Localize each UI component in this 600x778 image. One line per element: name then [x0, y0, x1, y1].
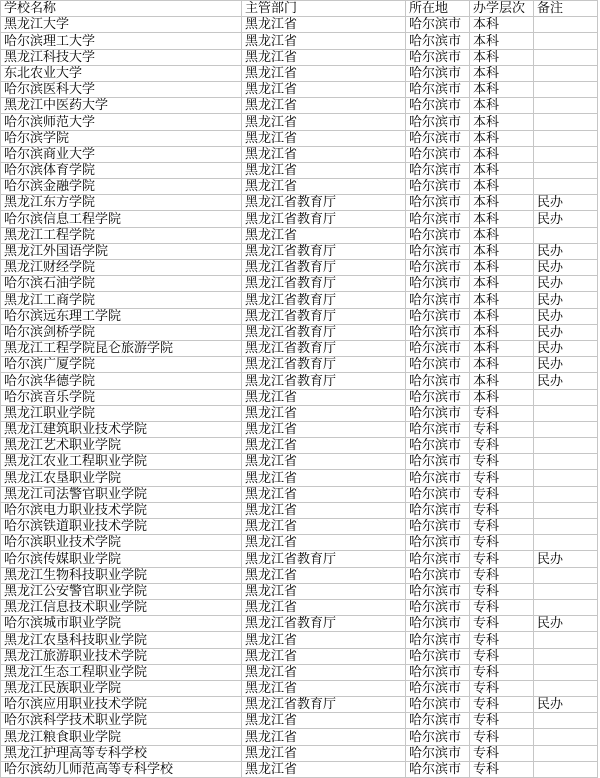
- authority-cell[interactable]: 黑龙江省教育厅: [242, 260, 406, 276]
- school-name-cell[interactable]: 哈尔滨信息工程学院: [1, 211, 242, 227]
- table-row: [1, 567, 598, 583]
- location-cell[interactable]: 哈尔滨市: [406, 49, 470, 65]
- level-cell[interactable]: 专科: [470, 438, 534, 454]
- location-cell[interactable]: 哈尔滨市: [406, 114, 470, 130]
- location-cell[interactable]: 哈尔滨市: [406, 648, 470, 664]
- school-name-cell[interactable]: 黑龙江财经学院: [1, 260, 242, 276]
- header-row: [1, 1, 598, 17]
- school-name-cell[interactable]: 黑龙江民族职业学院: [1, 680, 242, 696]
- remark-cell[interactable]: [534, 454, 598, 470]
- level-cell[interactable]: 专科: [470, 697, 534, 713]
- remark-cell[interactable]: 民办: [534, 357, 598, 373]
- school-name-cell[interactable]: 哈尔滨科学技术职业学院: [1, 713, 242, 729]
- table-row: [1, 438, 598, 454]
- table-row: [1, 179, 598, 195]
- level-cell[interactable]: 本科: [470, 65, 534, 81]
- authority-cell[interactable]: 黑龙江省: [242, 502, 406, 518]
- authority-cell[interactable]: 黑龙江省: [242, 745, 406, 761]
- authority-cell[interactable]: 黑龙江省: [242, 664, 406, 680]
- location-cell[interactable]: 哈尔滨市: [406, 65, 470, 81]
- remark-cell[interactable]: 民办: [534, 373, 598, 389]
- level-cell[interactable]: 专科: [470, 761, 534, 777]
- table-row: [1, 357, 598, 373]
- authority-cell[interactable]: 黑龙江省: [242, 98, 406, 114]
- location-cell[interactable]: 哈尔滨市: [406, 130, 470, 146]
- table-row: [1, 211, 598, 227]
- table-row: [1, 519, 598, 535]
- location-cell[interactable]: 哈尔滨市: [406, 260, 470, 276]
- level-cell[interactable]: 本科: [470, 146, 534, 162]
- level-cell[interactable]: 专科: [470, 664, 534, 680]
- remark-cell[interactable]: 民办: [534, 308, 598, 324]
- location-cell[interactable]: 哈尔滨市: [406, 324, 470, 340]
- school-name-cell[interactable]: 黑龙江司法警官职业学院: [1, 486, 242, 502]
- remark-cell[interactable]: [534, 648, 598, 664]
- location-cell[interactable]: 哈尔滨市: [406, 616, 470, 632]
- level-cell[interactable]: 专科: [470, 648, 534, 664]
- remark-cell[interactable]: [534, 745, 598, 761]
- table-row: [1, 405, 598, 421]
- level-cell[interactable]: 专科: [470, 470, 534, 486]
- school-name-cell[interactable]: 黑龙江旅游职业技术学院: [1, 648, 242, 664]
- location-cell[interactable]: 哈尔滨市: [406, 421, 470, 437]
- table-row: [1, 470, 598, 486]
- authority-cell[interactable]: 黑龙江省教育厅: [242, 243, 406, 259]
- authority-cell[interactable]: 黑龙江省: [242, 454, 406, 470]
- level-cell[interactable]: 本科: [470, 340, 534, 356]
- level-cell[interactable]: 专科: [470, 421, 534, 437]
- table-row: [1, 49, 598, 65]
- authority-cell[interactable]: 黑龙江省教育厅: [242, 211, 406, 227]
- school-name-cell[interactable]: 哈尔滨城市职业学院: [1, 616, 242, 632]
- authority-cell[interactable]: 黑龙江省: [242, 470, 406, 486]
- authority-cell[interactable]: 黑龙江省教育厅: [242, 308, 406, 324]
- location-cell[interactable]: 哈尔滨市: [406, 146, 470, 162]
- school-name-cell[interactable]: 哈尔滨商业大学: [1, 146, 242, 162]
- table-row: [1, 324, 598, 340]
- school-name-cell[interactable]: 哈尔滨医科大学: [1, 81, 242, 97]
- level-cell[interactable]: 本科: [470, 373, 534, 389]
- table-row: [1, 616, 598, 632]
- location-cell[interactable]: 哈尔滨市: [406, 179, 470, 195]
- table-row: [1, 146, 598, 162]
- school-name-cell[interactable]: 哈尔滨职业技术学院: [1, 535, 242, 551]
- remark-cell[interactable]: [534, 146, 598, 162]
- remark-cell[interactable]: [534, 162, 598, 178]
- remark-cell[interactable]: 民办: [534, 276, 598, 292]
- authority-cell[interactable]: 黑龙江省: [242, 535, 406, 551]
- level-cell[interactable]: 本科: [470, 33, 534, 49]
- remark-cell[interactable]: [534, 470, 598, 486]
- location-cell[interactable]: 哈尔滨市: [406, 470, 470, 486]
- table-row: [1, 33, 598, 49]
- table-row: [1, 389, 598, 405]
- authority-cell[interactable]: 黑龙江省教育厅: [242, 292, 406, 308]
- authority-cell[interactable]: 黑龙江省: [242, 81, 406, 97]
- table-row: [1, 292, 598, 308]
- table-row: [1, 98, 598, 114]
- authority-cell[interactable]: 黑龙江省: [242, 49, 406, 65]
- location-cell[interactable]: 哈尔滨市: [406, 276, 470, 292]
- remark-cell[interactable]: [534, 599, 598, 615]
- level-cell[interactable]: 专科: [470, 583, 534, 599]
- table-row: [1, 761, 598, 777]
- level-cell[interactable]: 本科: [470, 195, 534, 211]
- school-name-cell[interactable]: 黑龙江公安警官职业学院: [1, 583, 242, 599]
- remark-cell[interactable]: [534, 761, 598, 777]
- school-name-cell[interactable]: 黑龙江中医药大学: [1, 98, 242, 114]
- location-cell[interactable]: 哈尔滨市: [406, 502, 470, 518]
- table-row: [1, 486, 598, 502]
- location-cell[interactable]: 哈尔滨市: [406, 405, 470, 421]
- location-cell[interactable]: 哈尔滨市: [406, 745, 470, 761]
- authority-cell[interactable]: 黑龙江省: [242, 146, 406, 162]
- level-cell[interactable]: 本科: [470, 179, 534, 195]
- authority-cell[interactable]: 黑龙江省: [242, 632, 406, 648]
- authority-cell[interactable]: 黑龙江省教育厅: [242, 616, 406, 632]
- remark-cell[interactable]: [534, 583, 598, 599]
- remark-cell[interactable]: 民办: [534, 324, 598, 340]
- level-cell[interactable]: 专科: [470, 745, 534, 761]
- remark-cell[interactable]: [534, 389, 598, 405]
- table-row: [1, 308, 598, 324]
- table-row: [1, 340, 598, 356]
- level-cell[interactable]: 本科: [470, 324, 534, 340]
- level-cell[interactable]: 本科: [470, 227, 534, 243]
- remark-cell[interactable]: 民办: [534, 616, 598, 632]
- school-name-cell[interactable]: 黑龙江农垦职业学院: [1, 470, 242, 486]
- table-row: [1, 502, 598, 518]
- location-cell[interactable]: 哈尔滨市: [406, 729, 470, 745]
- location-cell[interactable]: 哈尔滨市: [406, 81, 470, 97]
- remark-cell[interactable]: [534, 680, 598, 696]
- authority-cell[interactable]: 黑龙江省: [242, 162, 406, 178]
- authority-cell[interactable]: 黑龙江省: [242, 227, 406, 243]
- level-cell[interactable]: 本科: [470, 17, 534, 33]
- remark-cell[interactable]: [534, 567, 598, 583]
- school-name-cell[interactable]: 黑龙江建筑职业技术学院: [1, 421, 242, 437]
- location-cell[interactable]: 哈尔滨市: [406, 292, 470, 308]
- level-cell[interactable]: 专科: [470, 519, 534, 535]
- remark-cell[interactable]: 民办: [534, 551, 598, 567]
- authority-cell[interactable]: 黑龙江省: [242, 405, 406, 421]
- school-name-cell[interactable]: 哈尔滨金融学院: [1, 179, 242, 195]
- remark-cell[interactable]: [534, 486, 598, 502]
- location-cell[interactable]: 哈尔滨市: [406, 761, 470, 777]
- school-name-cell[interactable]: 黑龙江艺术职业学院: [1, 438, 242, 454]
- table-row: [1, 713, 598, 729]
- remark-cell[interactable]: 民办: [534, 340, 598, 356]
- table-row: [1, 599, 598, 615]
- location-cell[interactable]: 哈尔滨市: [406, 519, 470, 535]
- school-name-cell[interactable]: 哈尔滨广厦学院: [1, 357, 242, 373]
- table-row: [1, 454, 598, 470]
- table-row: [1, 17, 598, 33]
- level-cell[interactable]: 专科: [470, 599, 534, 615]
- table-row: [1, 130, 598, 146]
- table-row: [1, 535, 598, 551]
- authority-cell[interactable]: 黑龙江省教育厅: [242, 697, 406, 713]
- header-level[interactable]: 办学层次: [470, 1, 534, 17]
- school-name-cell[interactable]: 黑龙江科技大学: [1, 49, 242, 65]
- remark-cell[interactable]: [534, 519, 598, 535]
- level-cell[interactable]: 本科: [470, 49, 534, 65]
- level-cell[interactable]: 专科: [470, 713, 534, 729]
- school-name-cell[interactable]: 哈尔滨师范大学: [1, 114, 242, 130]
- remark-cell[interactable]: [534, 81, 598, 97]
- authority-cell[interactable]: 黑龙江省: [242, 65, 406, 81]
- location-cell[interactable]: 哈尔滨市: [406, 17, 470, 33]
- table-row: [1, 632, 598, 648]
- authority-cell[interactable]: 黑龙江省: [242, 519, 406, 535]
- authority-cell[interactable]: 黑龙江省教育厅: [242, 373, 406, 389]
- level-cell[interactable]: 本科: [470, 243, 534, 259]
- remark-cell[interactable]: [534, 405, 598, 421]
- remark-cell[interactable]: [534, 33, 598, 49]
- location-cell[interactable]: 哈尔滨市: [406, 438, 470, 454]
- table-row: [1, 195, 598, 211]
- level-cell[interactable]: 专科: [470, 680, 534, 696]
- table-row: [1, 697, 598, 713]
- level-cell[interactable]: 本科: [470, 98, 534, 114]
- table-row: [1, 680, 598, 696]
- authority-cell[interactable]: 黑龙江省: [242, 648, 406, 664]
- level-cell[interactable]: 专科: [470, 502, 534, 518]
- level-cell[interactable]: 专科: [470, 454, 534, 470]
- school-name-cell[interactable]: 黑龙江农垦科技职业学院: [1, 632, 242, 648]
- remark-cell[interactable]: 民办: [534, 697, 598, 713]
- school-name-cell[interactable]: 黑龙江护理高等专科学校: [1, 745, 242, 761]
- table-row: [1, 243, 598, 259]
- level-cell[interactable]: 本科: [470, 114, 534, 130]
- authority-cell[interactable]: 黑龙江省: [242, 438, 406, 454]
- location-cell[interactable]: 哈尔滨市: [406, 195, 470, 211]
- table-row: [1, 664, 598, 680]
- table-row: [1, 421, 598, 437]
- table-row: [1, 551, 598, 567]
- header-remark[interactable]: 备注: [534, 1, 598, 17]
- school-name-cell[interactable]: 黑龙江工程学院昆仑旅游学院: [1, 340, 242, 356]
- level-cell[interactable]: 本科: [470, 308, 534, 324]
- school-name-cell[interactable]: 黑龙江农业工程职业学院: [1, 454, 242, 470]
- level-cell[interactable]: 本科: [470, 162, 534, 178]
- school-name-cell[interactable]: 哈尔滨电力职业技术学院: [1, 502, 242, 518]
- table-row: [1, 114, 598, 130]
- header-location[interactable]: 所在地: [406, 1, 470, 17]
- remark-cell[interactable]: [534, 421, 598, 437]
- authority-cell[interactable]: 黑龙江省: [242, 17, 406, 33]
- remark-cell[interactable]: [534, 729, 598, 745]
- school-name-cell[interactable]: 黑龙江生物科技职业学院: [1, 567, 242, 583]
- school-name-cell[interactable]: 黑龙江信息技术职业学院: [1, 599, 242, 615]
- table-row: [1, 162, 598, 178]
- authority-cell[interactable]: 黑龙江省: [242, 486, 406, 502]
- school-name-cell[interactable]: 东北农业大学: [1, 65, 242, 81]
- authority-cell[interactable]: 黑龙江省: [242, 114, 406, 130]
- school-name-cell[interactable]: 黑龙江外国语学院: [1, 243, 242, 259]
- remark-cell[interactable]: [534, 502, 598, 518]
- level-cell[interactable]: 专科: [470, 535, 534, 551]
- school-name-cell[interactable]: 黑龙江生态工程职业学院: [1, 664, 242, 680]
- location-cell[interactable]: 哈尔滨市: [406, 567, 470, 583]
- school-name-cell[interactable]: 哈尔滨幼儿师范高等专科学校: [1, 761, 242, 777]
- authority-cell[interactable]: 黑龙江省: [242, 421, 406, 437]
- location-cell[interactable]: 哈尔滨市: [406, 33, 470, 49]
- school-name-cell[interactable]: 哈尔滨应用职业技术学院: [1, 697, 242, 713]
- remark-cell[interactable]: [534, 438, 598, 454]
- location-cell[interactable]: 哈尔滨市: [406, 599, 470, 615]
- location-cell[interactable]: 哈尔滨市: [406, 486, 470, 502]
- table-row: [1, 276, 598, 292]
- remark-cell[interactable]: [534, 114, 598, 130]
- school-name-cell[interactable]: 哈尔滨铁道职业技术学院: [1, 519, 242, 535]
- authority-cell[interactable]: 黑龙江省: [242, 761, 406, 777]
- authority-cell[interactable]: 黑龙江省: [242, 583, 406, 599]
- location-cell[interactable]: 哈尔滨市: [406, 680, 470, 696]
- remark-cell[interactable]: [534, 535, 598, 551]
- authority-cell[interactable]: 黑龙江省: [242, 389, 406, 405]
- authority-cell[interactable]: 黑龙江省教育厅: [242, 195, 406, 211]
- location-cell[interactable]: 哈尔滨市: [406, 243, 470, 259]
- level-cell[interactable]: 专科: [470, 567, 534, 583]
- location-cell[interactable]: 哈尔滨市: [406, 98, 470, 114]
- location-cell[interactable]: 哈尔滨市: [406, 357, 470, 373]
- remark-cell[interactable]: [534, 65, 598, 81]
- remark-cell[interactable]: 民办: [534, 195, 598, 211]
- location-cell[interactable]: 哈尔滨市: [406, 389, 470, 405]
- location-cell[interactable]: 哈尔滨市: [406, 211, 470, 227]
- location-cell[interactable]: 哈尔滨市: [406, 308, 470, 324]
- level-cell[interactable]: 专科: [470, 486, 534, 502]
- location-cell[interactable]: 哈尔滨市: [406, 632, 470, 648]
- level-cell[interactable]: 本科: [470, 211, 534, 227]
- location-cell[interactable]: 哈尔滨市: [406, 551, 470, 567]
- authority-cell[interactable]: 黑龙江省: [242, 130, 406, 146]
- level-cell[interactable]: 专科: [470, 405, 534, 421]
- remark-cell[interactable]: [534, 98, 598, 114]
- school-name-cell[interactable]: 哈尔滨石油学院: [1, 276, 242, 292]
- authority-cell[interactable]: 黑龙江省: [242, 567, 406, 583]
- school-name-cell[interactable]: 哈尔滨传媒职业学院: [1, 551, 242, 567]
- location-cell[interactable]: 哈尔滨市: [406, 373, 470, 389]
- authority-cell[interactable]: 黑龙江省教育厅: [242, 551, 406, 567]
- remark-cell[interactable]: 民办: [534, 260, 598, 276]
- location-cell[interactable]: 哈尔滨市: [406, 664, 470, 680]
- header-school-name[interactable]: 学校名称: [1, 1, 242, 17]
- header-authority[interactable]: 主管部门: [242, 1, 406, 17]
- school-name-cell[interactable]: 哈尔滨剑桥学院: [1, 324, 242, 340]
- authority-cell[interactable]: 黑龙江省: [242, 680, 406, 696]
- authority-cell[interactable]: 黑龙江省教育厅: [242, 357, 406, 373]
- school-name-cell[interactable]: 哈尔滨学院: [1, 130, 242, 146]
- level-cell[interactable]: 本科: [470, 81, 534, 97]
- location-cell[interactable]: 哈尔滨市: [406, 227, 470, 243]
- school-name-cell[interactable]: 黑龙江大学: [1, 17, 242, 33]
- authority-cell[interactable]: 黑龙江省教育厅: [242, 340, 406, 356]
- level-cell[interactable]: 专科: [470, 632, 534, 648]
- school-name-cell[interactable]: 黑龙江粮食职业学院: [1, 729, 242, 745]
- level-cell[interactable]: 专科: [470, 551, 534, 567]
- location-cell[interactable]: 哈尔滨市: [406, 697, 470, 713]
- school-name-cell[interactable]: 黑龙江工商学院: [1, 292, 242, 308]
- remark-cell[interactable]: 民办: [534, 211, 598, 227]
- authority-cell[interactable]: 黑龙江省: [242, 33, 406, 49]
- school-name-cell[interactable]: 哈尔滨远东理工学院: [1, 308, 242, 324]
- remark-cell[interactable]: [534, 632, 598, 648]
- level-cell[interactable]: 本科: [470, 357, 534, 373]
- remark-cell[interactable]: [534, 664, 598, 680]
- location-cell[interactable]: 哈尔滨市: [406, 535, 470, 551]
- remark-cell[interactable]: 民办: [534, 243, 598, 259]
- remark-cell[interactable]: [534, 227, 598, 243]
- level-cell[interactable]: 专科: [470, 616, 534, 632]
- remark-cell[interactable]: [534, 17, 598, 33]
- remark-cell[interactable]: [534, 179, 598, 195]
- table-row: [1, 583, 598, 599]
- school-name-cell[interactable]: 黑龙江工程学院: [1, 227, 242, 243]
- table-row: [1, 745, 598, 761]
- location-cell[interactable]: 哈尔滨市: [406, 713, 470, 729]
- authority-cell[interactable]: 黑龙江省: [242, 599, 406, 615]
- authority-cell[interactable]: 黑龙江省: [242, 713, 406, 729]
- table-row: [1, 373, 598, 389]
- location-cell[interactable]: 哈尔滨市: [406, 340, 470, 356]
- remark-cell[interactable]: [534, 49, 598, 65]
- school-name-cell[interactable]: 哈尔滨音乐学院: [1, 389, 242, 405]
- school-name-cell[interactable]: 哈尔滨华德学院: [1, 373, 242, 389]
- level-cell[interactable]: 本科: [470, 389, 534, 405]
- table-row: [1, 81, 598, 97]
- authority-cell[interactable]: 黑龙江省教育厅: [242, 324, 406, 340]
- authority-cell[interactable]: 黑龙江省: [242, 729, 406, 745]
- school-name-cell[interactable]: 哈尔滨理工大学: [1, 33, 242, 49]
- authority-cell[interactable]: 黑龙江省: [242, 179, 406, 195]
- remark-cell[interactable]: [534, 713, 598, 729]
- table-body: [1, 17, 598, 778]
- location-cell[interactable]: 哈尔滨市: [406, 583, 470, 599]
- level-cell[interactable]: 本科: [470, 292, 534, 308]
- school-name-cell[interactable]: 黑龙江东方学院: [1, 195, 242, 211]
- authority-cell[interactable]: 黑龙江省教育厅: [242, 276, 406, 292]
- location-cell[interactable]: 哈尔滨市: [406, 454, 470, 470]
- table-row: [1, 648, 598, 664]
- level-cell[interactable]: 本科: [470, 260, 534, 276]
- remark-cell[interactable]: 民办: [534, 292, 598, 308]
- table-row: [1, 227, 598, 243]
- location-cell[interactable]: 哈尔滨市: [406, 162, 470, 178]
- school-name-cell[interactable]: 黑龙江职业学院: [1, 405, 242, 421]
- school-name-cell[interactable]: 哈尔滨体育学院: [1, 162, 242, 178]
- remark-cell[interactable]: [534, 130, 598, 146]
- table-row: [1, 65, 598, 81]
- table-row: [1, 260, 598, 276]
- level-cell[interactable]: 本科: [470, 130, 534, 146]
- table-row: [1, 729, 598, 745]
- level-cell[interactable]: 本科: [470, 276, 534, 292]
- level-cell[interactable]: 专科: [470, 729, 534, 745]
